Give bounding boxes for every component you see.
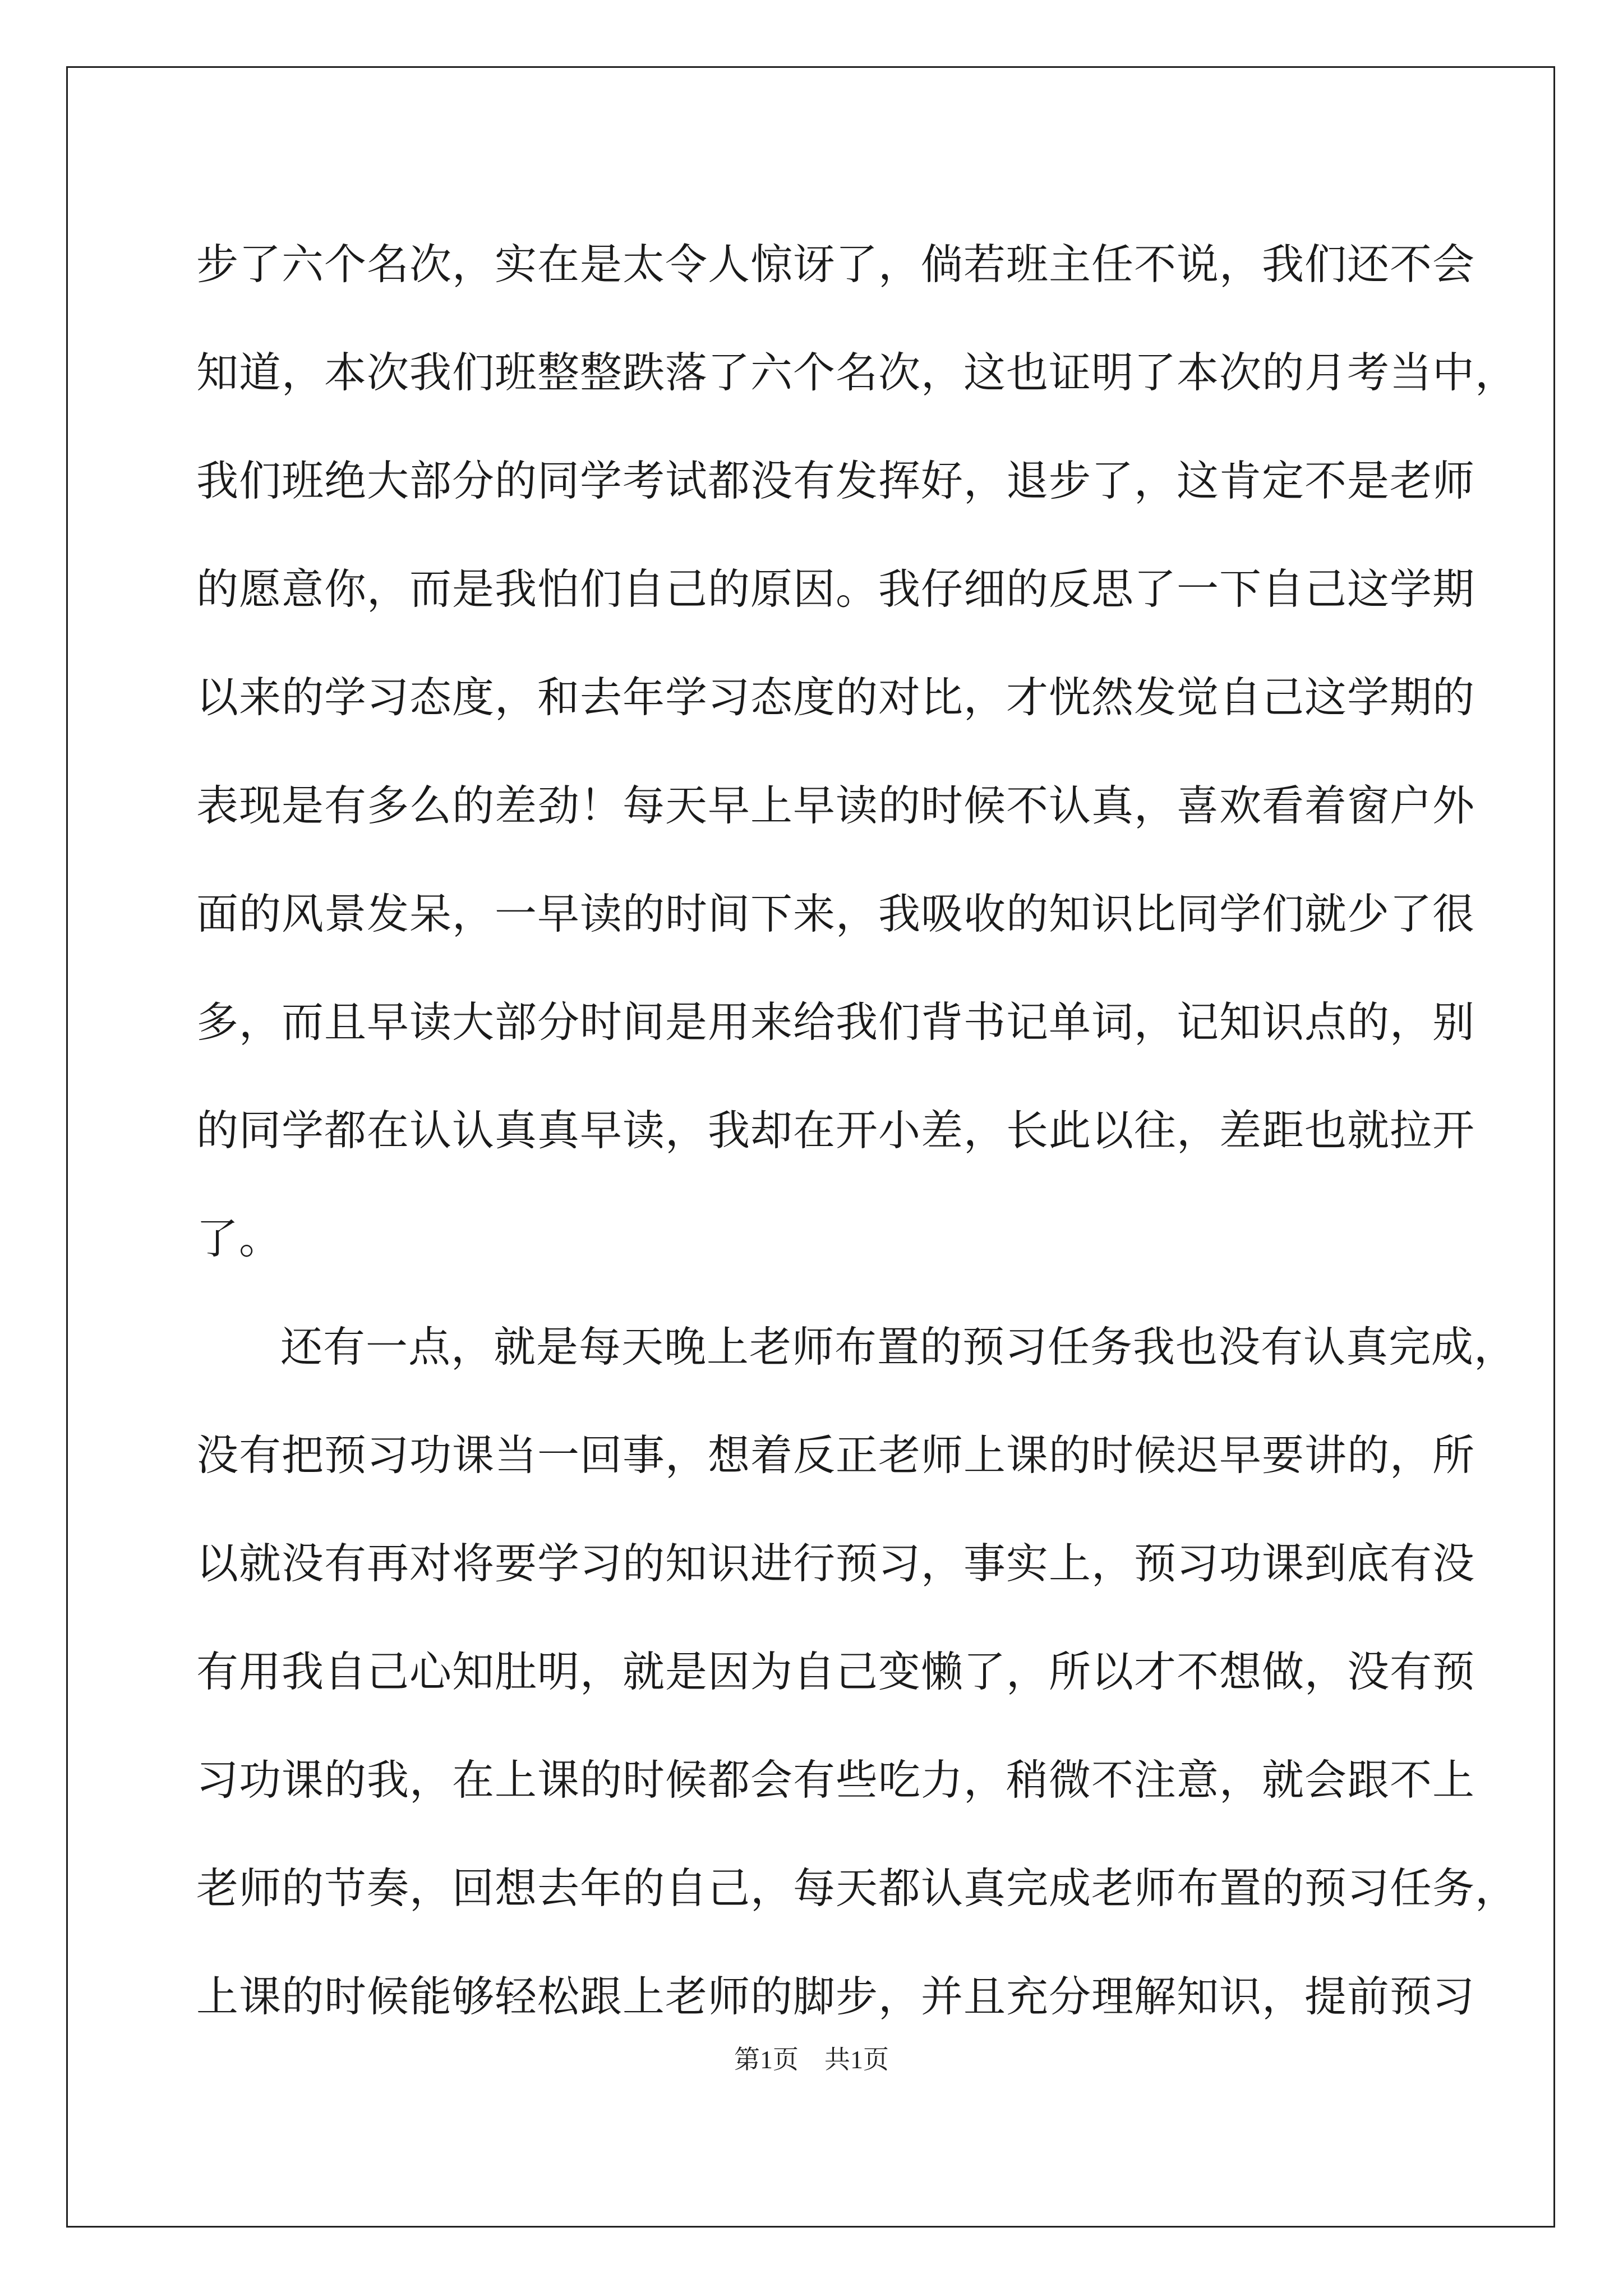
text-line-content: 老师的节奏，回想去年的自己，每天都认真完成老师布置的预习任务，	[196, 1864, 1518, 1913]
text-line-content: 步了六个名次，实在是太令人惊讶了，倘若班主任不说，我们还不会	[196, 240, 1476, 289]
text-line	[196, 319, 1518, 427]
text-line	[196, 1401, 1476, 1510]
text-line	[196, 1076, 1476, 1185]
text-line-content: 面的风景发呆，一早读的时间下来，我吸收的知识比同学们就少了很	[196, 889, 1476, 938]
page-number-current: 第1页	[734, 2045, 799, 2074]
text-line-content: 上课的时候能够轻松跟上老师的脚步，并且充分理解知识，提前预习	[196, 1972, 1476, 2021]
text-line	[196, 1834, 1518, 1943]
text-line	[196, 643, 1476, 752]
text-line	[196, 1618, 1476, 1726]
text-line-content: 多，而且早读大部分时间是用来给我们背书记单词，记知识点的，别	[196, 997, 1476, 1047]
text-line	[196, 535, 1476, 643]
text-line	[196, 1726, 1476, 1834]
text-line	[196, 1510, 1476, 1618]
text-line	[196, 860, 1476, 968]
text-line-content: 知道，本次我们班整整跌落了六个名次，这也证明了本次的月考当中，	[196, 348, 1518, 397]
paragraph-first-line	[196, 1293, 1517, 1401]
text-line	[196, 1185, 1424, 1293]
text-line	[196, 210, 1476, 319]
text-line	[196, 1943, 1476, 2051]
text-line	[196, 752, 1476, 860]
text-line-content: 了。	[196, 1214, 282, 1263]
text-line-content: 以来的学习态度，和去年学习态度的对比，才恍然发觉自己这学期的	[196, 673, 1476, 722]
text-line-content: 的愿意你，而是我怕们自己的原因。我仔细的反思了一下自己这学期	[196, 564, 1476, 614]
text-line	[196, 968, 1476, 1076]
page-footer	[0, 2039, 1623, 2076]
text-line-content: 以就没有再对将要学习的知识进行预习，事实上，预习功课到底有没	[196, 1539, 1476, 1588]
text-line-content: 还有一点，就是每天晚上老师布置的预习任务我也没有认真完成，	[280, 1322, 1517, 1372]
text-line-content: 的同学都在认认真真早读，我却在开小差，长此以往，差距也就拉开	[196, 1106, 1476, 1155]
document-body	[196, 210, 1518, 2051]
text-line-content: 我们班绝大部分的同学考试都没有发挥好，退步了，这肯定不是老师	[196, 456, 1476, 505]
text-line-content: 习功课的我，在上课的时候都会有些吃力，稍微不注意，就会跟不上	[196, 1755, 1476, 1805]
page-number-total: 共1页	[824, 2045, 889, 2074]
text-line-content: 有用我自己心知肚明，就是因为自己变懒了，所以才不想做，没有预	[196, 1647, 1476, 1696]
text-line-content: 没有把预习功课当一回事，想着反正老师上课的时候迟早要讲的，所	[196, 1430, 1476, 1480]
text-line-content: 表现是有多么的差劲！每天早上早读的时候不认真，喜欢看着窗户外	[196, 781, 1476, 830]
text-line	[196, 427, 1476, 535]
